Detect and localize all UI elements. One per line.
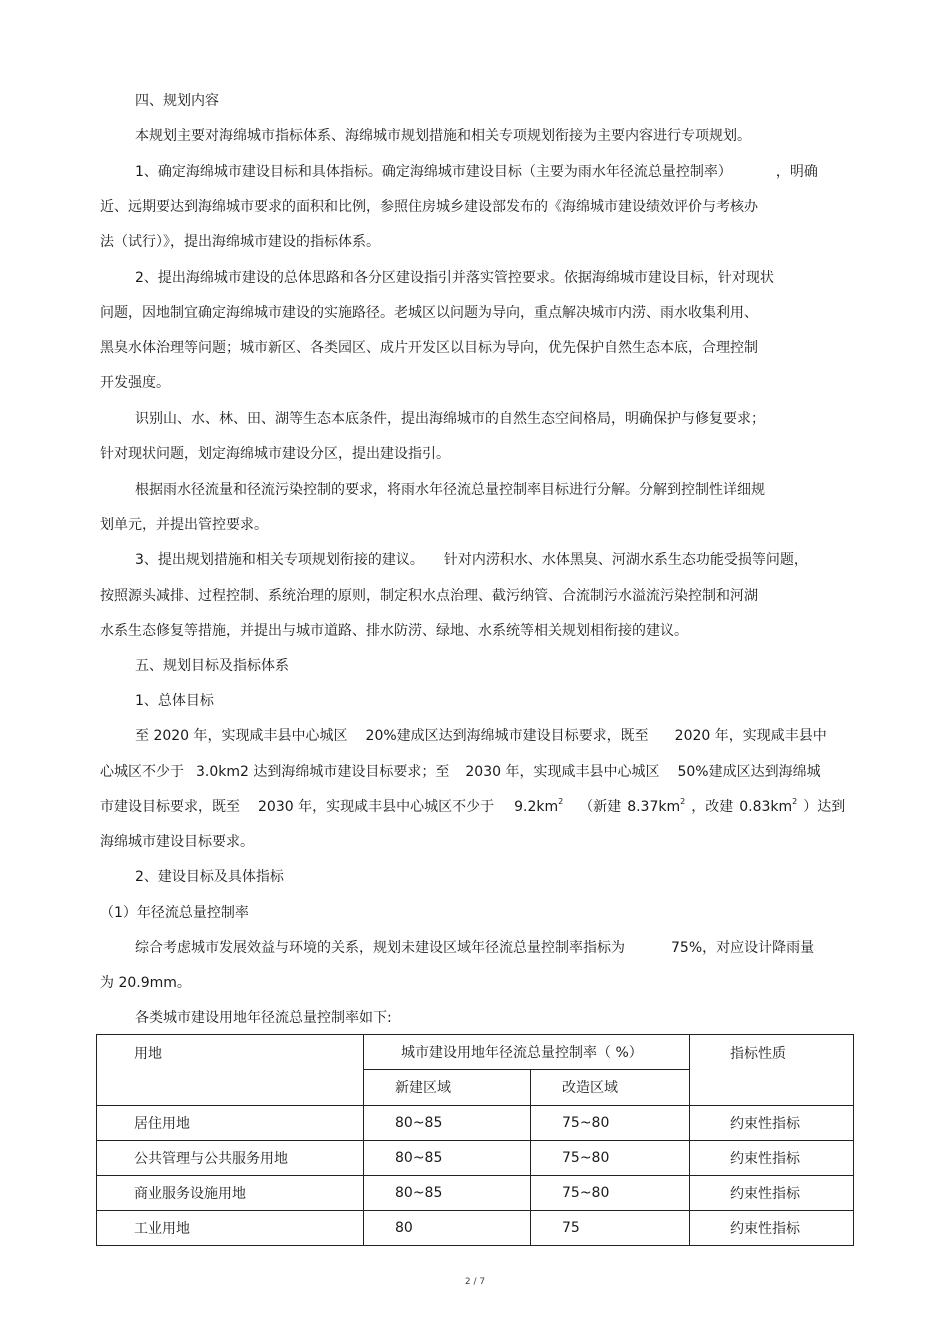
cell-new: 80~85 (364, 1106, 531, 1141)
rate-line-1 (135, 938, 814, 958)
r1-b: 75%，对应设计降雨量 (671, 940, 815, 956)
r1-a: 综合考虑城市发展效益与环境的关系，规划未建设区域年径流总量控制率指标为 (135, 940, 625, 956)
cell-land: 居住用地 (97, 1106, 364, 1141)
paragraph-1-line-1 (135, 162, 818, 182)
table-row (97, 1176, 854, 1211)
header-new-area: 新建区域 (364, 1069, 531, 1105)
section-5-title: 五、规划目标及指标体系 (135, 658, 289, 674)
sup-1: 2 (558, 797, 564, 806)
p1-a: 1、确定海绵城市建设目标和具体指标。确定海绵城市建设目标（主要为雨水年径流总量控制率） (135, 164, 732, 180)
cell-nature: 约束性指标 (690, 1176, 854, 1211)
p5-b: 针对内涝积水、水体黑臭、河湖水系生态功能受损等问题， (443, 552, 808, 568)
g3-b: 2030 年，实现咸丰县中心城区不少于 (258, 799, 495, 815)
g2-c: 2030 年，实现咸丰县中心城区 (465, 764, 660, 780)
cell-nature: 约束性指标 (690, 1141, 854, 1176)
cell-land: 公共管理与公共服务用地 (97, 1141, 364, 1176)
table-row (97, 1211, 854, 1246)
paragraph-1-line-3: 法（试行）》，提出海绵城市建设的指标体系。 (100, 234, 380, 250)
p1-b: ，明确 (775, 164, 818, 180)
paragraph-3-line-2: 针对现状问题，划定海绵城市建设分区，提出建设指引。 (100, 446, 450, 462)
rate-line-2: 为 20.9mm。 (100, 975, 191, 991)
g3-e: 8.37km (627, 799, 681, 815)
table-row (97, 1106, 854, 1141)
cell-renew: 75~80 (531, 1106, 690, 1141)
g2-d: 50%建成区达到海绵城 (677, 764, 821, 780)
cell-land: 商业服务设施用地 (97, 1176, 364, 1211)
page-number: 2 / 7 (464, 1277, 486, 1287)
g3-h: ）达到 (803, 799, 846, 815)
header-rate: 城市建设用地年径流总量控制率（ %） (364, 1035, 690, 1070)
cell-new: 80 (364, 1211, 531, 1246)
table-intro: 各类城市建设用地年径流总量控制率如下: (135, 1010, 392, 1026)
paragraph-4-line-2: 划单元，并提出管控要求。 (100, 517, 268, 533)
cell-nature: 约束性指标 (690, 1211, 854, 1246)
goal-line-1 (135, 726, 827, 746)
section-5-2-title: 2、建设目标及具体指标 (135, 869, 284, 885)
paragraph-5-line-1 (135, 550, 808, 570)
table-row (97, 1141, 854, 1176)
cell-renew: 75 (531, 1211, 690, 1246)
sup-2: 2 (680, 797, 686, 806)
paragraph-2-line-2: 问题，因地制宜确定海绵城市建设的实施路径。老城区以问题为导向，重点解决城市内涝、雨水收集利用、 (100, 305, 758, 321)
goal-line-3 (100, 797, 845, 817)
g1-a: 至 2020 年，实现咸丰县中心城区 (135, 728, 348, 744)
paragraph-2-line-3: 黑臭水体治理等问题；城市新区、各类园区、成片开发区以目标为导向，优先保护自然生态本底，合理控制 (100, 340, 758, 356)
g3-a: 市建设目标要求，既至 (100, 799, 240, 815)
section-4-title: 四、规划内容 (135, 93, 219, 109)
cell-renew: 75~80 (531, 1176, 690, 1211)
cell-nature: 约束性指标 (690, 1106, 854, 1141)
paragraph-3-line-1: 识别山、水、林、田、湖等生态本底条件，提出海绵城市的自然生态空间格局，明确保护与修复要求； (135, 411, 765, 427)
runoff-control-table (96, 1034, 854, 1246)
g2-a: 心城区不少于 (100, 764, 184, 780)
p5-a: 3、提出规划措施和相关专项规划衔接的建议。 (135, 552, 424, 568)
section-5-1-title: 1、总体目标 (135, 693, 214, 709)
g3-g: 0.83km (739, 799, 793, 815)
section-5-2-1-title: （1）年径流总量控制率 (100, 905, 249, 921)
section-4-intro: 本规划主要对海绵城市指标体系、海绵城市规划措施和相关专项规划衔接为主要内容进行专项规划。 (135, 128, 751, 144)
cell-new: 80~85 (364, 1176, 531, 1211)
goal-line-2 (100, 762, 821, 782)
goal-line-4: 海绵城市建设目标要求。 (100, 834, 254, 850)
paragraph-5-line-3: 水系生态修复等措施，并提出与城市道路、排水防涝、绿地、水系统等相关规划相衔接的建议。 (100, 623, 688, 639)
header-renew-area: 改造区域 (531, 1069, 690, 1105)
sup-3: 2 (792, 797, 798, 806)
paragraph-1-line-2: 近、远期要达到海绵城市要求的面积和比例，参照住房城乡建设部发布的《海绵城市建设绩效评价与考核办 (100, 199, 758, 215)
paragraph-2-line-4: 开发强度。 (100, 375, 170, 391)
g1-c: 2020 年，实现咸丰县中 (674, 728, 827, 744)
g2-b: 3.0km2 达到海绵城市建设目标要求；至 (196, 764, 450, 780)
g3-f: ，改建 (691, 799, 734, 815)
header-land: 用地 (97, 1035, 364, 1106)
paragraph-4-line-1: 根据雨水径流量和径流污染控制的要求，将雨水年径流总量控制率目标进行分解。分解到控制性详细规 (135, 482, 765, 498)
header-nature: 指标性质 (690, 1035, 854, 1106)
cell-new: 80~85 (364, 1141, 531, 1176)
g3-d: （新建 (579, 799, 622, 815)
g1-b: 20%建成区达到海绵城市建设目标要求，既至 (365, 728, 649, 744)
paragraph-5-line-2: 按照源头减排、过程控制、系统治理的原则，制定积水点治理、截污纳管、合流制污水溢流污染控制和河湖 (100, 588, 758, 604)
paragraph-2-line-1: 2、提出海绵城市建设的总体思路和各分区建设指引并落实管控要求。依据海绵城市建设目标，针对现状 (135, 270, 774, 286)
cell-land: 工业用地 (97, 1211, 364, 1246)
g3-c: 9.2km (514, 799, 559, 815)
cell-renew: 75~80 (531, 1141, 690, 1176)
